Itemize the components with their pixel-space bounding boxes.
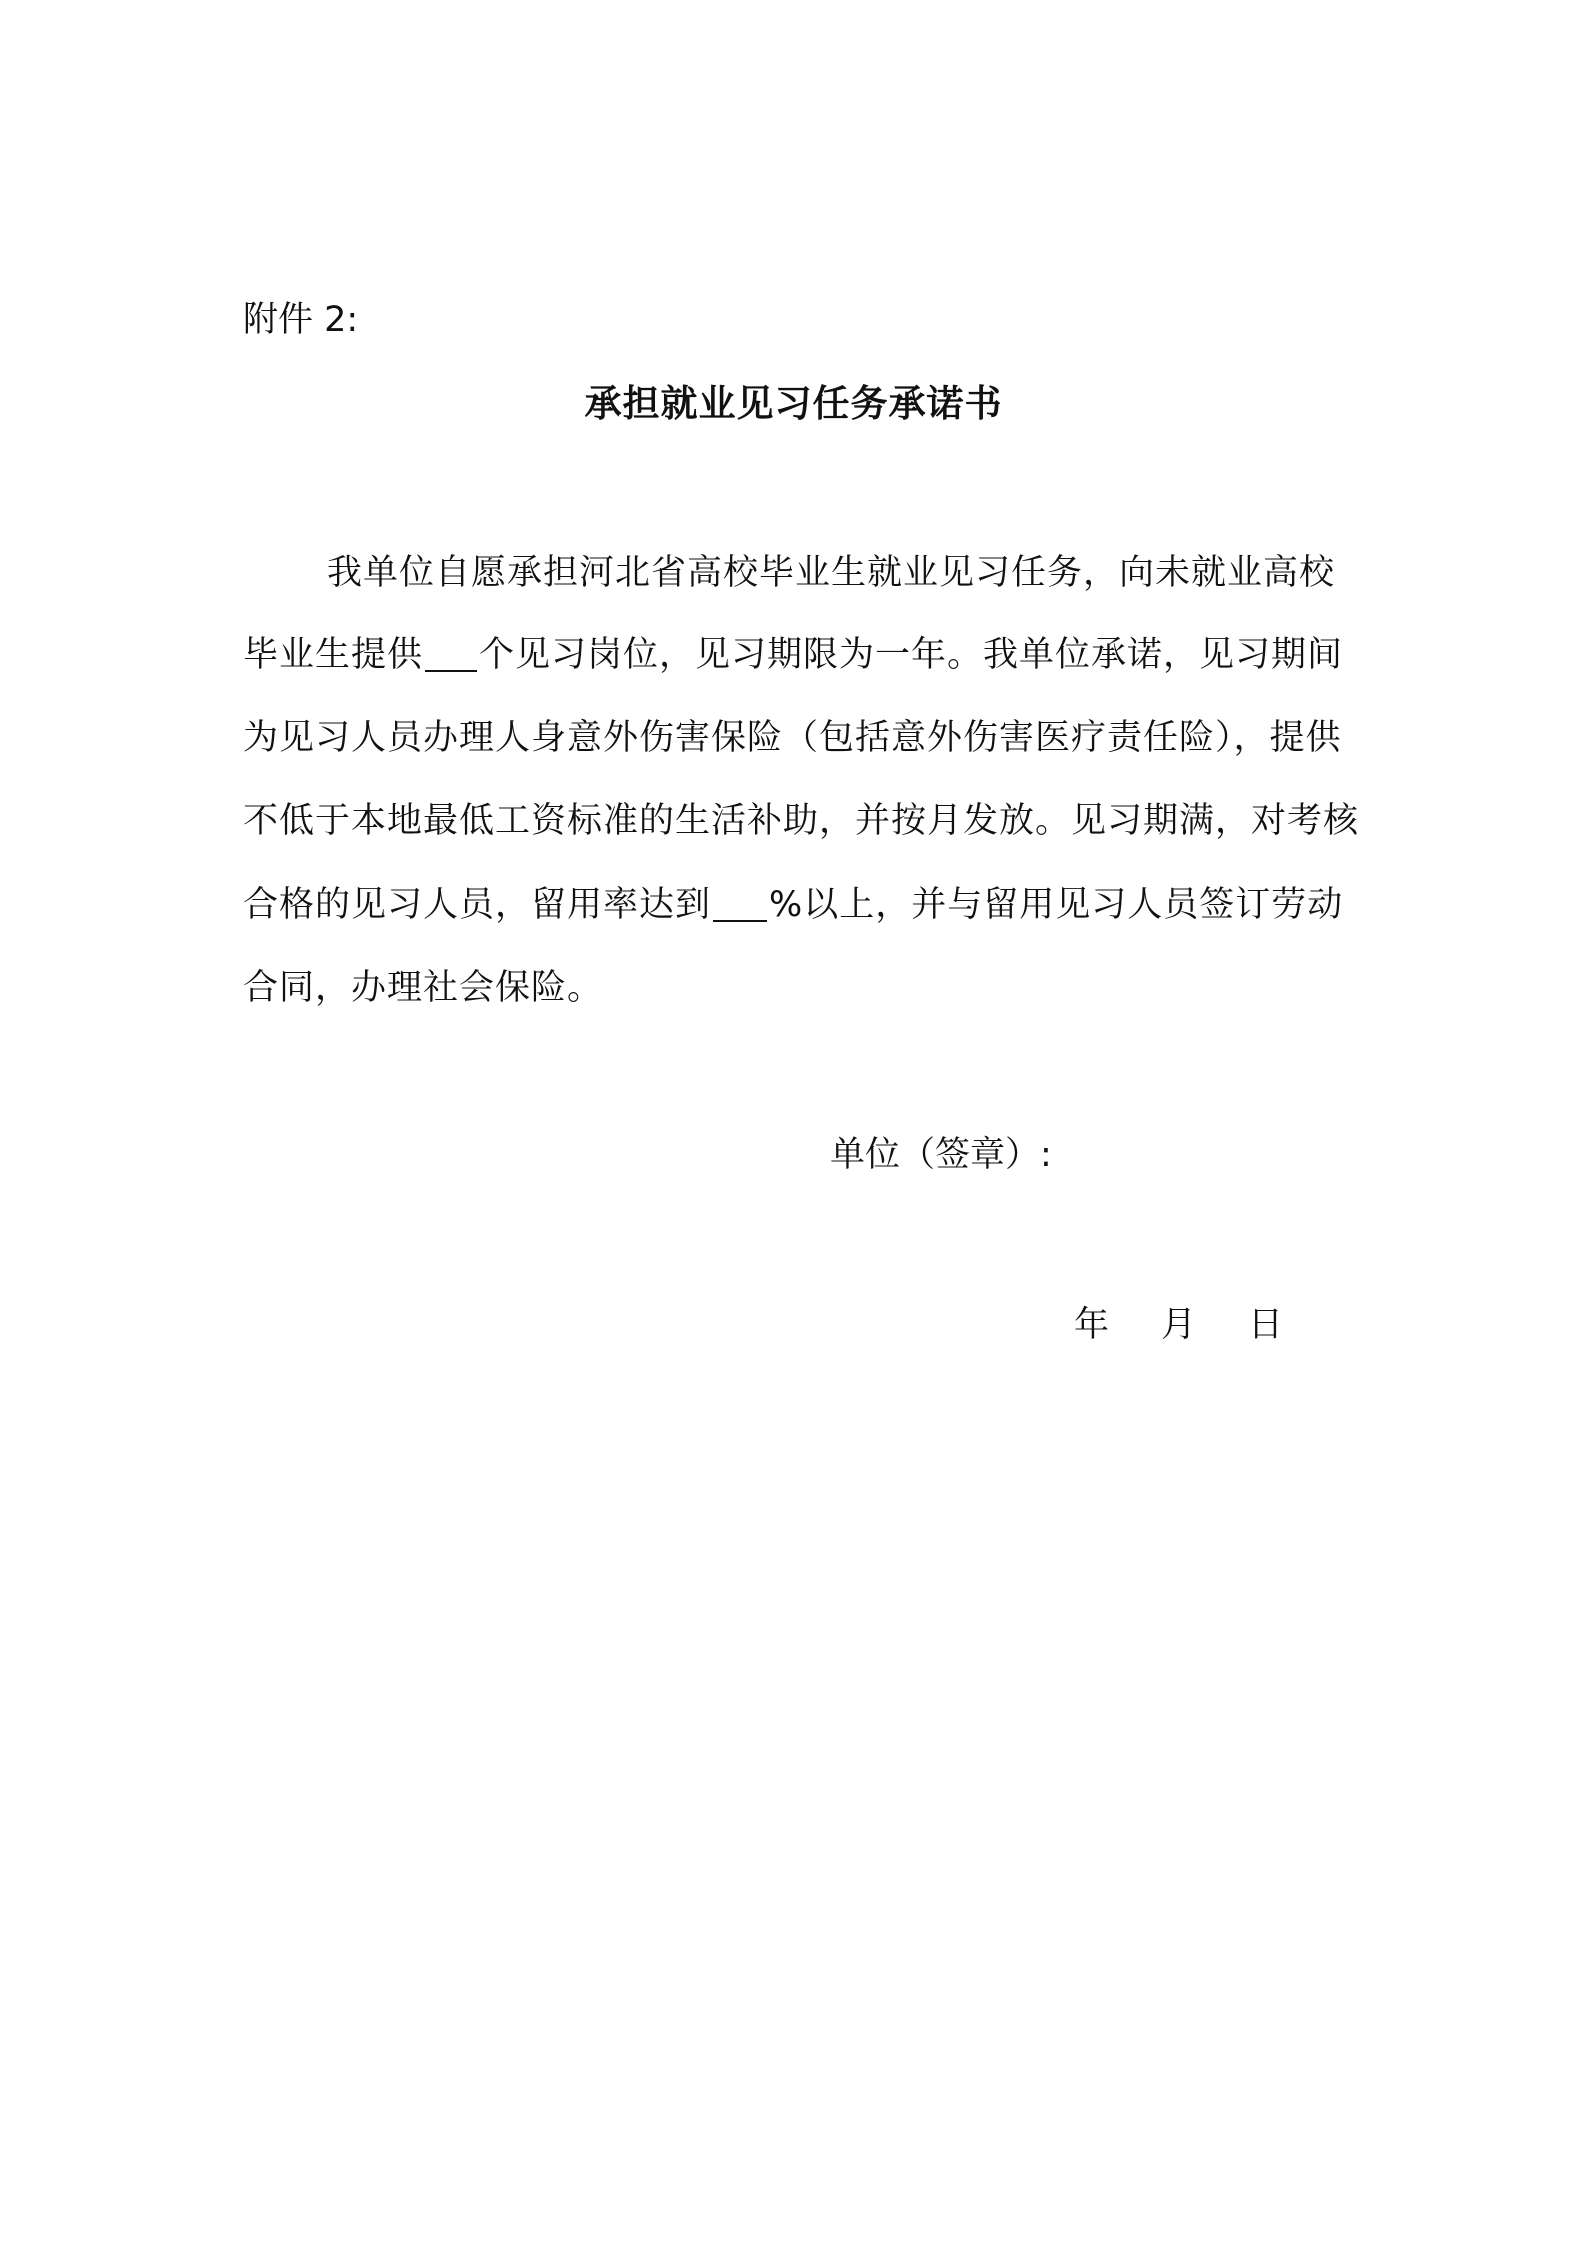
body-text: 合格的见习人员，留用率达到 bbox=[243, 885, 712, 925]
body-text: 合同，办理社会保险。 bbox=[243, 968, 604, 1008]
document-title: 承担就业见习任务承诺书 bbox=[584, 381, 1003, 425]
body-text: 我单位自愿承担河北省高校毕业生就业见习任务，向未就业高校 bbox=[327, 553, 1336, 593]
body-line-1 bbox=[327, 548, 1335, 598]
date-line bbox=[1074, 1300, 1283, 1350]
signature-label: 单位（签章）: bbox=[830, 1135, 1052, 1175]
body-text: 不低于本地最低工资标准的生活补助，并按月发放。见习期满，对考核 bbox=[243, 801, 1360, 841]
month-label: 月 bbox=[1161, 1305, 1197, 1345]
attachment-label: 附件 2: bbox=[243, 300, 359, 340]
body-line-5 bbox=[243, 880, 1343, 930]
year-label: 年 bbox=[1074, 1305, 1110, 1345]
body-line-2 bbox=[243, 630, 1343, 680]
retention-rate-blank[interactable] bbox=[713, 890, 767, 922]
body-line-3 bbox=[243, 713, 1342, 763]
body-text: 毕业生提供 bbox=[243, 635, 424, 675]
body-line-4 bbox=[243, 796, 1359, 846]
body-text: 为见习人员办理人身意外伤害保险（包括意外伤害医疗责任险），提供 bbox=[243, 718, 1342, 758]
body-text: 个见习岗位，见习期限为一年。我单位承诺，见习期间 bbox=[479, 635, 1344, 675]
day-label: 日 bbox=[1248, 1305, 1284, 1345]
body-line-6 bbox=[243, 963, 603, 1013]
position-count-blank[interactable] bbox=[425, 640, 477, 672]
body-text: %以上，并与留用见习人员签订劳动 bbox=[769, 885, 1344, 925]
